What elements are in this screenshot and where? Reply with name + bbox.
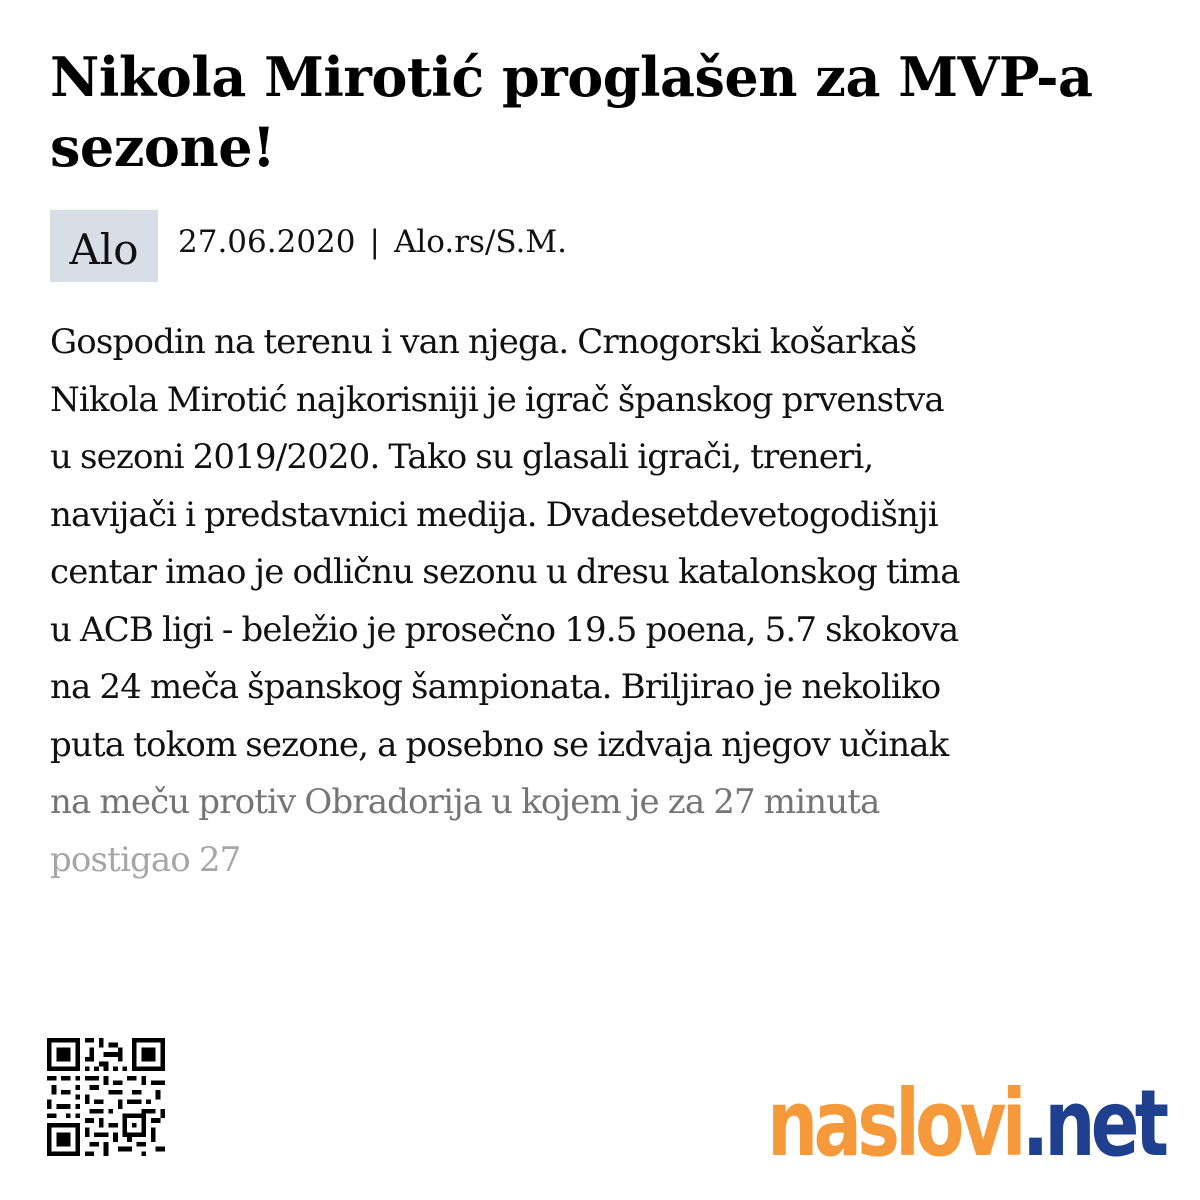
body-line: Nikola Mirotić najkorisniji je igrač španskog prvenstva <box>50 379 944 420</box>
body-line: u sezoni 2019/2020. Tako su glasali igrači, treneri, <box>50 437 874 477</box>
body-line: puta tokom sezone, a posebno se izdvaja njegov učinak <box>50 724 949 765</box>
article-meta <box>50 210 567 282</box>
logo-dot: . <box>1021 1070 1044 1177</box>
article-date: 27.06.2020 <box>178 224 356 260</box>
article-author: Alo.rs/S.M. <box>393 224 567 260</box>
body-line: na 24 meča španskog šampionata. Briljirao je nekoliko <box>50 667 941 707</box>
article-meta-text <box>178 224 567 260</box>
naslovi-net-logo[interactable] <box>766 1058 1164 1177</box>
logo-main-text: naslovi <box>766 1070 1022 1177</box>
article-headline: Nikola Mirotić proglašen za MVP-a sezone! <box>50 45 1093 179</box>
body-line: centar imao je odličnu sezonu u dresu katalonskog tima <box>50 552 960 592</box>
article-body <box>50 314 1162 889</box>
body-line: navijači i predstavnici medija. Dvadesetdevetogodišnji <box>50 494 938 535</box>
qr-code-icon[interactable] <box>47 1038 165 1156</box>
body-line: Gospodin na terenu i van njega. Crnogorski košarkaš <box>50 322 917 362</box>
source-logo: Alo <box>50 210 158 282</box>
logo-tld-text: net <box>1043 1070 1164 1177</box>
body-line-faded: na meču protiv Obradorija u kojem je za 27 minuta <box>50 782 880 822</box>
body-line-faded: postigao 27 <box>50 839 241 880</box>
body-line: u ACB ligi - beležio je prosečno 19.5 poena, 5.7 skokova <box>50 609 959 650</box>
meta-separator: | <box>369 224 380 260</box>
